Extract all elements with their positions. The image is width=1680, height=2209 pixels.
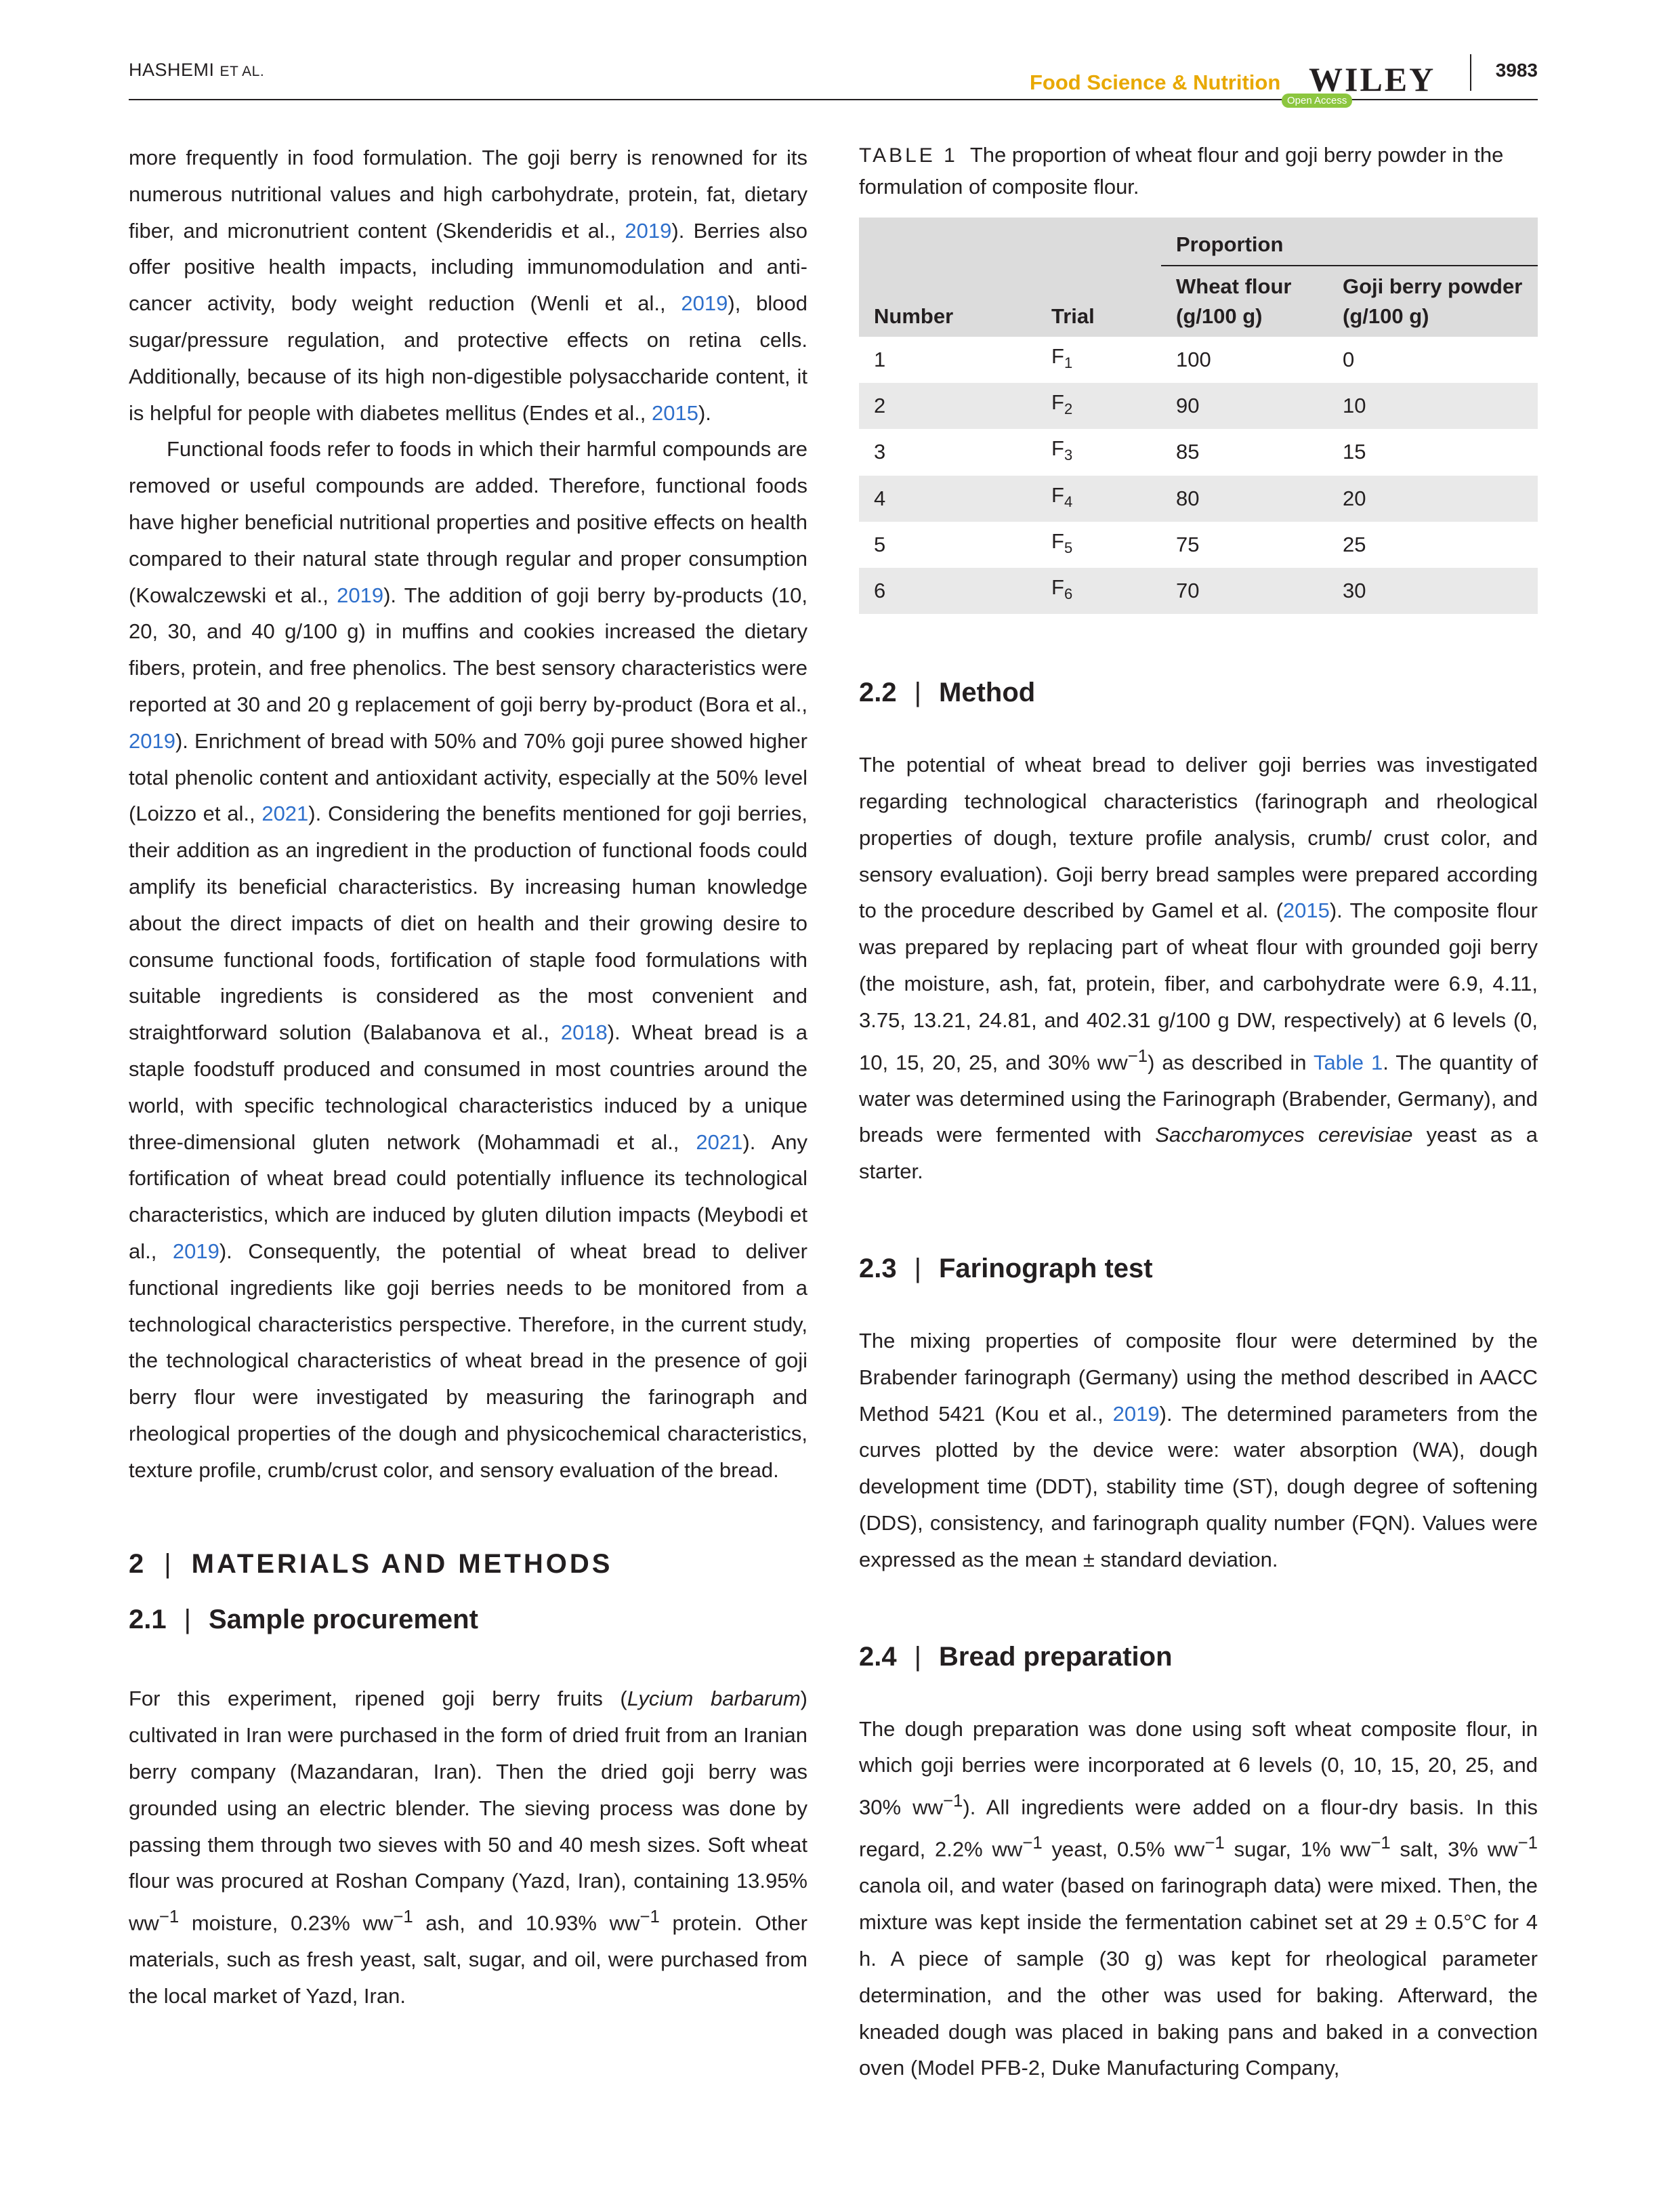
sample-procurement-paragraph: For this experiment, ripened goji berry fruits (Lycium barbarum) cultivated in Iran were purchased in the form of dried fruit from an Iranian berry company (Mazandaran, Iran). Then the dried goji berry was grounded using an electric blender. The sieving process was done by passing them through two sieves with 50 and 40 mesh sizes. Soft wheat flour was procured at Roshan Company (Yazd, Iran), containing 13.95% $ww^{-1}$ moisture, 0.23% $ww^{-1}$ ash, and 10.93% $ww^{-1}$ protein. Other materials, such as fresh yeast, salt, sugar, and oil, were purchased from the local market of Yazd, Iran.	[129, 1687, 808, 2008]
right-column	[859, 140, 1538, 2086]
citation-link[interactable]: 2019	[1112, 1401, 1160, 1426]
subsection-heading-2-2: 2.2 | Method	[859, 678, 1036, 708]
citation-link[interactable]: 2019	[129, 728, 175, 753]
composite-flour-table	[859, 218, 1538, 614]
journal-name: Food Science & Nutrition	[1030, 70, 1281, 94]
subsection-heading-2-4: 2.4 | Bread preparation	[859, 1641, 1173, 1672]
running-author: HASHEMI ET AL.	[129, 60, 265, 80]
header-divider	[1470, 54, 1471, 91]
left-column	[129, 140, 807, 2015]
table-row: 6 $F_6$ 70 30	[859, 568, 1538, 614]
intro-paragraph-1: more frequently in food formulation. The goji berry is renowned for its numerous nutritional values and high carbohydrate, protein, fat, dietary fiber, and micronutrient content (Skenderidis et al., 2019). Berries also offer positive health impacts, including immunomodulation and anti-cancer activity, body weight reduction (Wenli et al., 2019), blood sugar/pressure regulation, and protective effects on retina cells. Additionally, because of its high non-digestible polysaccharide content, it is helpful for people with diabetes mellitus (Endes et al., 2015).	[129, 146, 807, 425]
bread-preparation-paragraph: The dough preparation was done using soft wheat composite flour, in which goji berries were incorporated at 6 levels (0, 10, 15, 20, 25, and 30% $ww^{-1}$). All ingredients were added on a flour-dry basis. In this regard, 2.2% $ww^{-1}$ yeast, 0.5% $ww^{-1}$ sugar, 1% $ww^{-1}$ salt, 3% $ww^{-1}$ canola oil, and water (based on farinograph data) were mixed. Then, the mixture was kept inside the fermentation cabinet set at 29 ± 0.5°C for 4 h. A piece of sample (30 g) was kept for rheological parameter determination, and the other was used for baking. Afterward, the kneaded dough was placed in baking pans and baked in a convection oven (Model PFB-2, Duke Manufacturing Company,	[859, 1716, 1538, 2080]
page-number: 3983	[1495, 60, 1538, 81]
citation-link[interactable]: 2019	[625, 218, 672, 243]
table-row: 1 $F_1$ 100 0	[874, 344, 1355, 372]
column-header: Number	[859, 266, 1036, 337]
column-header: Wheat flour (g/100 g)	[1161, 266, 1328, 337]
citation-link[interactable]: 2018	[560, 1020, 608, 1045]
citation-link[interactable]: 2019	[681, 291, 728, 316]
publisher-logo: WILEY	[1309, 60, 1436, 98]
table-row: 4 $F_4$ 80 20	[859, 476, 1538, 522]
farinograph-paragraph: The mixing properties of composite flour were determined by the Brabender farinograph (Germany) using the method described in AACC Method 5421 (Kou et al., 2019). The determined parameters from the curves plotted by the device were: water absorption (WA), dough development time (DDT), stability time (ST), dough degree of softening (DDS), consistency, and farinograph quality number (FQN). Values were expressed as the mean ± standard deviation.	[859, 1329, 1538, 1571]
citation-link[interactable]: 2019	[337, 583, 384, 607]
table-row: 3 $F_3$ 85 15	[874, 436, 1366, 464]
citation-link[interactable]: 2019	[172, 1239, 219, 1263]
citation-link[interactable]: 2021	[696, 1130, 743, 1154]
open-access-badge: Open Access	[1282, 94, 1352, 108]
column-header: Goji berry powder (g/100 g)	[1328, 266, 1538, 337]
column-header: Trial	[1036, 266, 1161, 337]
table-row: 5 $F_5$ 75 25	[874, 529, 1366, 556]
table-row: 2 $F_2$ 90 10	[859, 383, 1538, 429]
subsection-heading-2-3: 2.3 | Farinograph test	[859, 1254, 1153, 1284]
table-reference-link[interactable]: Table 1	[1313, 1050, 1383, 1074]
citation-link[interactable]: 2015	[651, 400, 698, 425]
page-header	[129, 57, 1538, 106]
proportion-group-header: Proportion	[1161, 218, 1538, 266]
method-paragraph: The potential of wheat bread to deliver goji berries was investigated regarding technological characteristics (farinograph and rheological properties of dough, texture profile analysis, crumb/ crust color, and sensory evaluation). Goji berry bread samples were prepared according to the procedure described by Gamel et al. (2015). The composite flour was prepared by replacing part of wheat flour with grounded goji berry (the moisture, ash, fat, protein, fiber, and carbohydrate were 6.9, 4.11, 3.75, 13.21, 24.81, and 402.31 g/100 g DW, respectively) at 6 levels (0, 10, 15, 20, 25, and 30% $ww^{-1}$) as described in Table 1. The quantity of water was determined using the Farinograph (Brabender, Germany), and breads were fermented with Saccharomyces cerevisiae yeast as a starter.	[859, 753, 1538, 1184]
section-heading-2: 2 | MATERIALS AND METHODS	[129, 1549, 613, 1580]
intro-paragraph-2: Functional foods refer to foods in which their harmful compounds are removed or useful compounds are added. Therefore, functional foods have higher beneficial nutritional properties and positive effects on health compared to their natural state through regular and proper consumption (Kowalczewski et al., 2019). The addition of goji berry by-products (10, 20, 30, and 40 g/100 g) in muffins and cookies increased the dietary fibers, protein, and free phenolics. The best sensory characteristics were reported at 30 and 20 g replacement of goji berry by-product (Bora et al., 2019). Enrichment of bread with 50% and 70% goji puree showed higher total phenolic content and antioxidant activity, especially at the 50% level (Loizzo et al., 2021). Considering the benefits mentioned for goji berries, their addition as an ingredient in the production of functional foods could amplify its beneficial characteristics. By increasing human knowledge about the direct impacts of diet on health and their growing desire to consume functional foods, fortification of staple food formulations with suitable ingredients is considered as the most convenient and straightforward solution (Balabanova et al., 2018). Wheat bread is a staple foodstuff produced and consumed in most countries around the world, with specific technological characteristics induced by a unique three-dimensional gluten network (Mohammadi et al., 2021). Any fortification of wheat bread could potentially influence its technological characteristics, which are induced by gluten dilution impacts (Meybodi et al., 2019). Consequently, the potential of wheat bread to deliver functional ingredients like goji berries needs to be monitored from a technological characteristics perspective. Therefore, in the current study, the technological characteristics of wheat bread in the presence of goji berry flour were investigated by measuring the farinograph and rheological properties of the dough and physicochemical characteristics, texture profile, crumb/crust color, and sensory evaluation of the bread.	[129, 437, 807, 1482]
subsection-heading-2-1: 2.1 | Sample procurement	[129, 1605, 478, 1635]
table-caption: TABLE 1 The proportion of wheat flour and goji berry powder in the formulation of composite flour.	[859, 143, 1504, 199]
citation-link[interactable]: 2015	[1282, 899, 1330, 923]
citation-link[interactable]: 2021	[261, 802, 309, 826]
